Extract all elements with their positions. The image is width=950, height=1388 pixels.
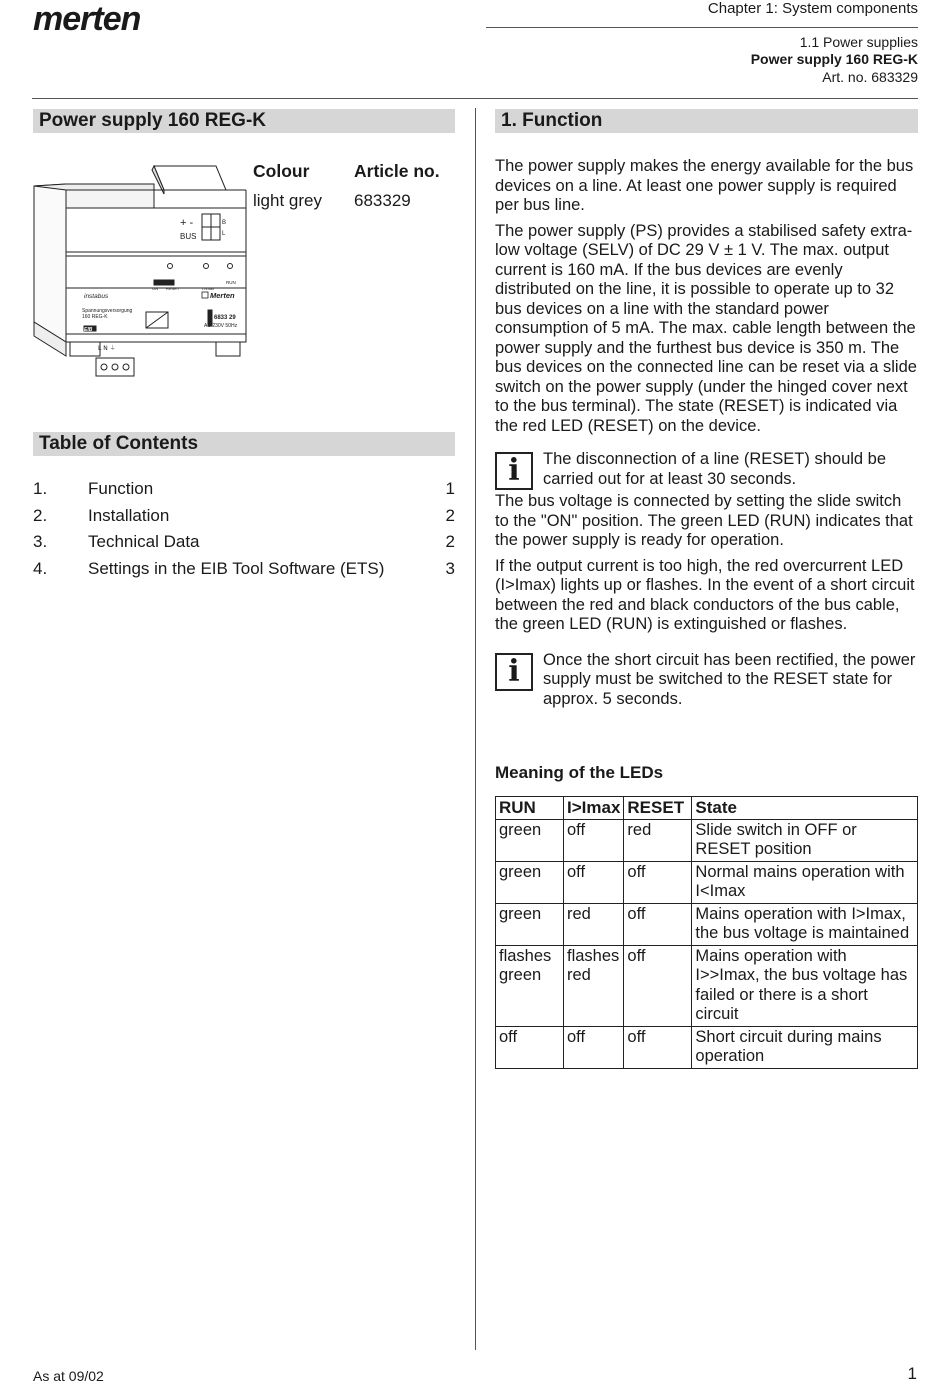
device-illustration [30, 160, 250, 382]
function-paragraph-4: If the output current is too high, the red overcurrent LED (I>Imax) lights up or flashes. In the event of a short circuit between the red and black conductors of the bus cable, the green LED (RUN) is extinguished or flashes. [495, 556, 915, 633]
toc-item[interactable] [33, 479, 455, 503]
device-plus-minus: + - [180, 217, 194, 229]
column-header: I>Imax [564, 797, 624, 820]
table-header-row [496, 797, 918, 820]
toc-item[interactable] [33, 532, 455, 556]
info-note-2 [495, 651, 918, 710]
function-paragraph-3: The bus voltage is connected by setting the slide switch to the "ON" position. The green LED (RUN) indicates that the power supply is ready for operation. [495, 492, 913, 549]
table-cell: off [564, 819, 624, 861]
table-row [496, 861, 918, 903]
article-number: Art. no. 683329 [822, 69, 918, 85]
table-cell: flashes green [496, 945, 564, 1026]
product-title: Power supply 160 REG-K [750, 51, 918, 67]
column-divider [475, 108, 476, 1350]
info-icon: i [495, 653, 533, 691]
toc-item-label: Function [88, 479, 154, 498]
device-desc-line2: 160 REG-K [82, 314, 108, 320]
table-cell: green [496, 819, 564, 861]
table-row [496, 945, 918, 1026]
device-l-label: L [222, 231, 226, 237]
toc-item-number: 4. [33, 559, 48, 578]
table-cell: Slide switch in OFF or RESET position [692, 819, 918, 861]
left-section-title: Power supply 160 REG-K [33, 109, 455, 133]
toc-item[interactable] [33, 559, 455, 583]
table-cell: off [564, 1026, 624, 1068]
device-rating-label: AC 230V 50Hz [204, 323, 238, 329]
device-terminal-labels: L N ⏚ [98, 345, 116, 352]
table-cell: green [496, 861, 564, 903]
info-note-1-text: The disconnection of a line (RESET) should be carried out for at least 30 seconds. [543, 450, 887, 488]
column-header: RUN [496, 797, 564, 820]
table-cell: off [624, 1026, 692, 1068]
device-desc-line1: Spannungsversorgung [82, 308, 133, 314]
device-eib-label: EIB [84, 327, 93, 333]
table-cell: Mains operation with I>>Imax, the bus voltage has failed or there is a short circuit [692, 945, 918, 1026]
toc-item-page: 1 [445, 479, 455, 498]
chapter-title: Chapter 1: System components [707, 0, 918, 17]
device-reset-label: RESET [166, 286, 180, 291]
device-b-label: B [222, 220, 227, 226]
toc-item-number: 3. [33, 532, 48, 551]
function-paragraph-1: The power supply makes the energy available for the bus devices on a line. At least one power supply is required per bus line. [495, 157, 914, 214]
device-brand-label: Merten [210, 291, 235, 300]
device-run-label: RUN [226, 280, 236, 285]
function-body [495, 157, 918, 709]
footer-date: As at 09/02 [33, 1368, 104, 1384]
device-imax-label: I>Imax [202, 286, 215, 291]
toc-item-number: 1. [33, 479, 48, 498]
table-cell: Normal mains operation with I<Imax [692, 861, 918, 903]
device-code-label: 6833 29 [214, 315, 236, 321]
device-instabus-label: instabus [84, 293, 109, 300]
toc-item-page: 3 [445, 559, 455, 578]
article-header: Article no. [354, 161, 440, 181]
table-row [496, 903, 918, 945]
toc-item-label: Technical Data [88, 532, 200, 551]
info-icon: i [495, 452, 533, 490]
function-paragraph-2: The power supply (PS) provides a stabilised safety extra-low voltage (SELV) of DC 29 V ± 1 V. The max. output current is 160 mA. If the bus devices are evenly distributed on the line, it is possible to operate up to 32 bus devices on a line with the standard power consumption of 5 mA. The max. cable length between the power supply and the furthest bus device is 350 m. The bus devices on the connected line can be reset via a slide switch on the power supply (under the hinged cover next to the bus terminal). The state (RESET) is indicated via the red LED (RESET) on the device. [495, 221, 917, 435]
article-value: 683329 [354, 191, 411, 210]
toc-title: Table of Contents [33, 432, 455, 456]
table-cell: red [624, 819, 692, 861]
table-row [496, 1026, 918, 1068]
header-rule-top [486, 27, 918, 28]
table-row [496, 819, 918, 861]
toc-item-page: 2 [445, 532, 455, 551]
info-note-2-text: Once the short circuit has been rectified, the power supply must be switched to the RESET state for approx. 5 seconds. [543, 650, 916, 708]
brand-logo: merten [33, 0, 141, 38]
column-header: RESET [624, 797, 692, 820]
toc-item-number: 2. [33, 506, 48, 525]
table-cell: off [624, 861, 692, 903]
table-cell: off [564, 861, 624, 903]
table-cell: off [496, 1026, 564, 1068]
colour-header: Colour [253, 161, 310, 181]
page-number: 1 [907, 1364, 917, 1383]
table-cell: off [624, 945, 692, 1026]
table-cell: red [564, 903, 624, 945]
colour-value: light grey [253, 191, 322, 210]
toc-item-page: 2 [445, 506, 455, 525]
table-cell: Mains operation with I>Imax, the bus voltage is maintained [692, 903, 918, 945]
info-note-1 [495, 450, 918, 490]
toc-item-label: Settings in the EIB Tool Software (ETS) [88, 559, 385, 578]
table-cell: Short circuit during mains operation [692, 1026, 918, 1068]
device-on-label: ON [152, 286, 158, 291]
toc-item[interactable] [33, 506, 455, 530]
leds-table [495, 796, 918, 1069]
device-bus-label: BUS [180, 232, 197, 241]
toc-item-label: Installation [88, 506, 170, 525]
section-title: 1.1 Power supplies [799, 34, 918, 50]
function-title: 1. Function [495, 109, 918, 133]
table-cell: off [624, 903, 692, 945]
table-cell: flashes red [564, 945, 624, 1026]
header-rule [32, 98, 918, 99]
leds-title: Meaning of the LEDs [495, 763, 664, 782]
table-cell: green [496, 903, 564, 945]
column-header: State [692, 797, 918, 820]
